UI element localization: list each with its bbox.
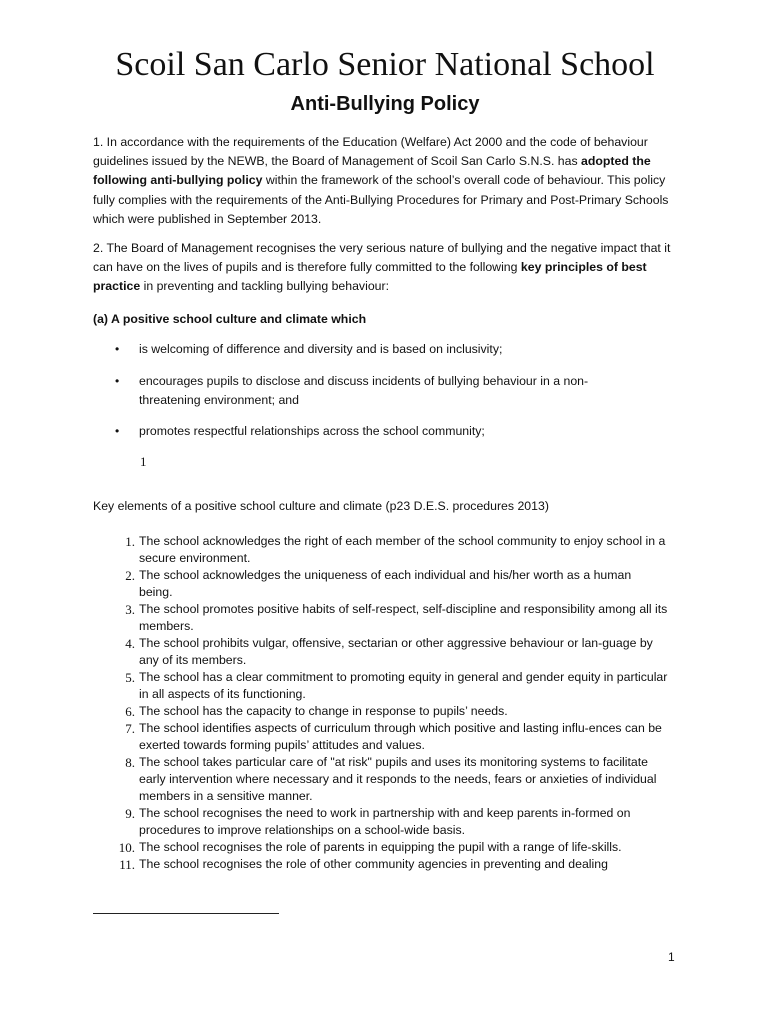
- paragraph-1-text-b: within the framework of the school’s overall code of behaviour. This policy fully complies with the requirements of the Anti-Bullying Procedures for Primary and Post-Primary Schools which were published in September 2013.: [93, 173, 669, 226]
- list-item-text: The school has the capacity to change in response to pupils’ needs.: [139, 704, 508, 718]
- footnote-separator: [93, 913, 279, 914]
- culture-heading: (a) A positive school culture and climate which: [93, 312, 367, 326]
- list-item-number: 3.: [125, 602, 135, 617]
- paragraph-1-bold: adopted the following anti-bullying policy: [93, 154, 651, 188]
- list-item-text: The school recognises the role of parents in equipping the pupil with a range of life-skills.: [139, 840, 622, 854]
- list-item-number: 11.: [119, 857, 135, 872]
- list-item-text: The school recognises the role of other community agencies in preventing and dealing: [139, 857, 608, 871]
- list-item-text: The school acknowledges the right of each member of the school community to enjoy school in a secure environment.: [139, 534, 666, 565]
- bullet-icon: •: [115, 424, 120, 438]
- paragraph-2-bold: key principles of best practice: [93, 260, 647, 294]
- list-item-text: The school prohibits vulgar, offensive, sectarian or other aggressive behaviour or lan-guage by any of its members.: [139, 636, 653, 667]
- list-item: [93, 533, 668, 567]
- list-item: [93, 703, 668, 720]
- list-item-number: 4.: [125, 636, 135, 651]
- footnote-marker: 1: [140, 454, 147, 469]
- paragraph-2-text-b: in preventing and tackling bullying behaviour:: [140, 279, 390, 294]
- list-item-number: 1.: [125, 534, 135, 549]
- bullet-item: promotes respectful relationships across the school community;: [139, 424, 485, 438]
- list-item: [93, 720, 668, 754]
- list-item-text: The school takes particular care of "at risk" pupils and uses its monitoring systems to facilitate early intervention where necessary and it responds to the needs, fears or anxieties of individual members in a sensitive manner.: [139, 755, 657, 803]
- paragraph-2: [93, 239, 678, 297]
- paragraph-1: [93, 133, 678, 229]
- list-item-number: 6.: [125, 704, 135, 719]
- school-name-title: Scoil San Carlo Senior National School: [115, 46, 655, 83]
- bullet-icon: •: [115, 342, 120, 356]
- list-item: [93, 567, 668, 601]
- list-item-text: The school has a clear commitment to promoting equity in general and gender equity in particular in all aspects of its functioning.: [139, 670, 668, 701]
- list-item: [93, 805, 668, 839]
- list-item: [93, 754, 668, 805]
- list-item: [93, 601, 668, 635]
- list-item-number: 7.: [125, 721, 135, 736]
- list-item-number: 10.: [118, 840, 135, 855]
- bullet-item: encourages pupils to disclose and discuss incidents of bullying behaviour in a non-threatening environment; and: [139, 374, 589, 407]
- page-number: 1: [668, 950, 675, 964]
- list-item-text: The school acknowledges the uniqueness of each individual and his/her worth as a human being.: [139, 568, 632, 599]
- list-item: [93, 669, 668, 703]
- list-item: [93, 839, 668, 856]
- list-item-number: 8.: [125, 755, 135, 770]
- list-item-text: The school promotes positive habits of self-respect, self-discipline and responsibility among all its members.: [139, 602, 668, 633]
- policy-title: Anti-Bullying Policy: [290, 93, 480, 115]
- list-item: [93, 856, 668, 873]
- paragraph-1-text-a: 1. In accordance with the requirements of the Education (Welfare) Act 2000 and the code of behaviour guidelines issued by the NEWB, the Board of Management of Scoil San Carlo S.N.S. has: [93, 135, 648, 169]
- list-item-number: 9.: [125, 806, 135, 821]
- list-item: [93, 635, 668, 669]
- key-elements-list: [93, 533, 668, 873]
- paragraph-2-text-a: 2. The Board of Management recognises the very serious nature of bullying and the negative impact that it can have on the lives of pupils and is therefore fully committed to the following: [93, 241, 671, 275]
- bullet-icon: •: [115, 374, 120, 388]
- list-item-text: The school recognises the need to work in partnership with and keep parents in-formed on procedures to improve relationships on a school-wide basis.: [139, 806, 631, 837]
- bullet-item: is welcoming of difference and diversity and is based on inclusivity;: [139, 342, 503, 356]
- list-item-number: 5.: [125, 670, 135, 685]
- key-elements-title: Key elements of a positive school culture and climate (p23 D.E.S. procedures 2013): [93, 499, 549, 513]
- list-item-text: The school identifies aspects of curriculum through which positive and lasting influ-ences can be exerted towards forming pupils’ attitudes and values.: [139, 721, 662, 752]
- list-item-number: 2.: [125, 568, 135, 583]
